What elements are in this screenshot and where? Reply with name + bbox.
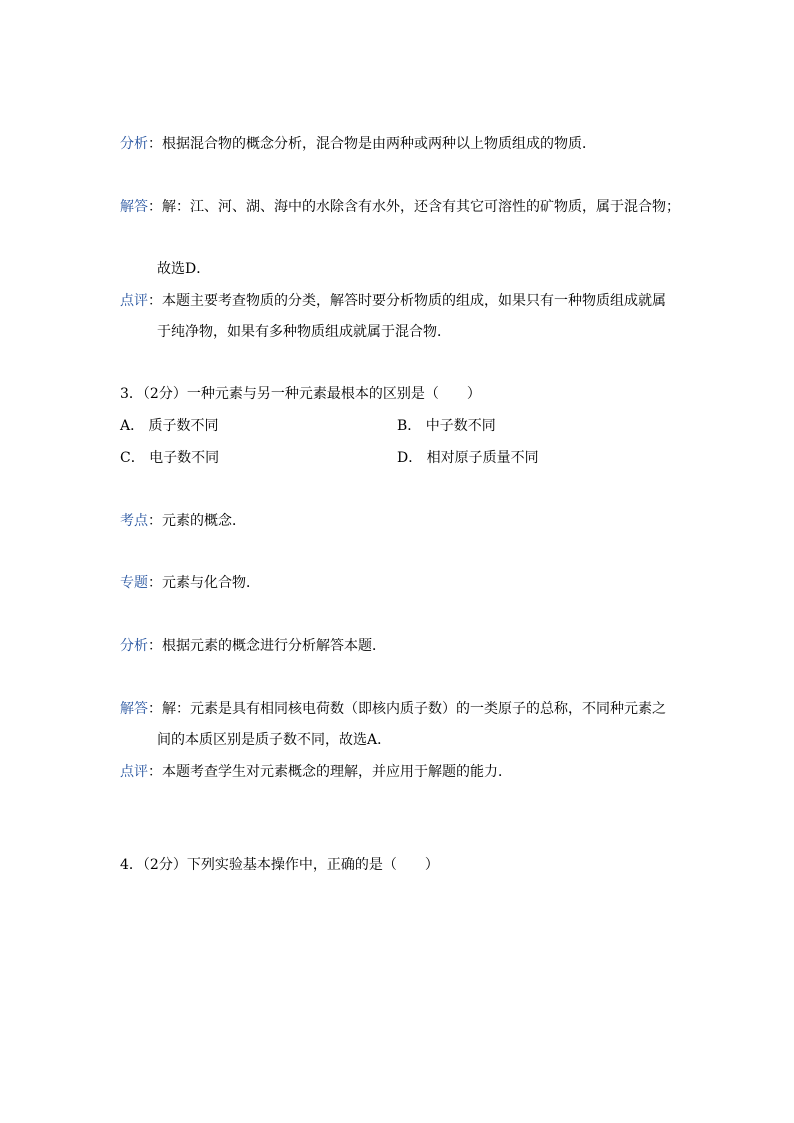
q2-analysis-text: 根据混合物的概念分析，混合物是由两种或两种以上物质组成的物质．: [162, 136, 596, 152]
q3-analysis-label: 分析: [120, 638, 148, 654]
q3-option-c: C． 电子数不同: [120, 450, 220, 466]
q2-comment-text-line2: 于纯净物，如果有多种物质组成就属于混合物．: [157, 324, 451, 340]
q3-option-a: A． 质子数不同: [120, 418, 219, 434]
q3-analysis-line: [120, 636, 386, 656]
q3-topic-label: 专题: [120, 575, 148, 591]
q3-comment-label: 点评: [120, 764, 148, 780]
q3-answer-line: [120, 699, 666, 719]
q3-answer-text-line1: 解：元素是具有相同核电荷数（即核内质子数）的一类原子的总称，不同种元素之: [162, 701, 666, 717]
q2-answer-sep: ：: [148, 199, 162, 215]
q3-point-sep: ：: [148, 513, 162, 529]
q2-analysis-sep: ：: [148, 136, 162, 152]
q3-comment-sep: ：: [148, 764, 162, 780]
q2-answer-label: 解答: [120, 199, 148, 215]
q2-comment-sep: ：: [148, 293, 162, 309]
q3-comment-line: [120, 762, 512, 782]
q2-answer-text: 解：江、河、湖、海中的水除含有水外，还含有其它可溶性的矿物质，属于混合物；: [162, 199, 680, 215]
q2-comment-line: [120, 291, 666, 311]
q3-topic-line: [120, 573, 260, 593]
q2-answer-choice: 故选D．: [157, 261, 211, 277]
q3-answer-text-line2: 间的本质区别是质子数不同，故选A．: [157, 732, 392, 748]
q3-analysis-sep: ：: [148, 638, 162, 654]
q3-analysis-text: 根据元素的概念进行分析解答本题．: [162, 638, 386, 654]
q3-point-label: 考点: [120, 513, 148, 529]
q3-topic-sep: ：: [148, 575, 162, 591]
q3-point-text: 元素的概念．: [162, 513, 246, 529]
q2-analysis-line: [120, 134, 596, 154]
q3-comment-text: 本题考查学生对元素概念的理解，并应用于解题的能力．: [162, 764, 512, 780]
q3-option-d: D． 相对原子质量不同: [397, 450, 539, 466]
q3-topic-text: 元素与化合物．: [162, 575, 260, 591]
q4-stem: 4．（2分）下列实验基本操作中，正确的是（ ）: [120, 857, 439, 873]
q3-option-b: B． 中子数不同: [397, 418, 496, 434]
q2-answer-line: [120, 197, 680, 217]
q3-stem: 3．（2分）一种元素与另一种元素最根本的区别是（ ）: [120, 386, 481, 402]
q2-analysis-label: 分析: [120, 136, 148, 152]
q3-answer-sep: ：: [148, 701, 162, 717]
q2-comment-label: 点评: [120, 293, 148, 309]
q2-comment-text-line1: 本题主要考查物质的分类，解答时要分析物质的组成，如果只有一种物质组成就属: [162, 293, 666, 309]
q3-answer-label: 解答: [120, 701, 148, 717]
q3-point-line: [120, 511, 246, 531]
